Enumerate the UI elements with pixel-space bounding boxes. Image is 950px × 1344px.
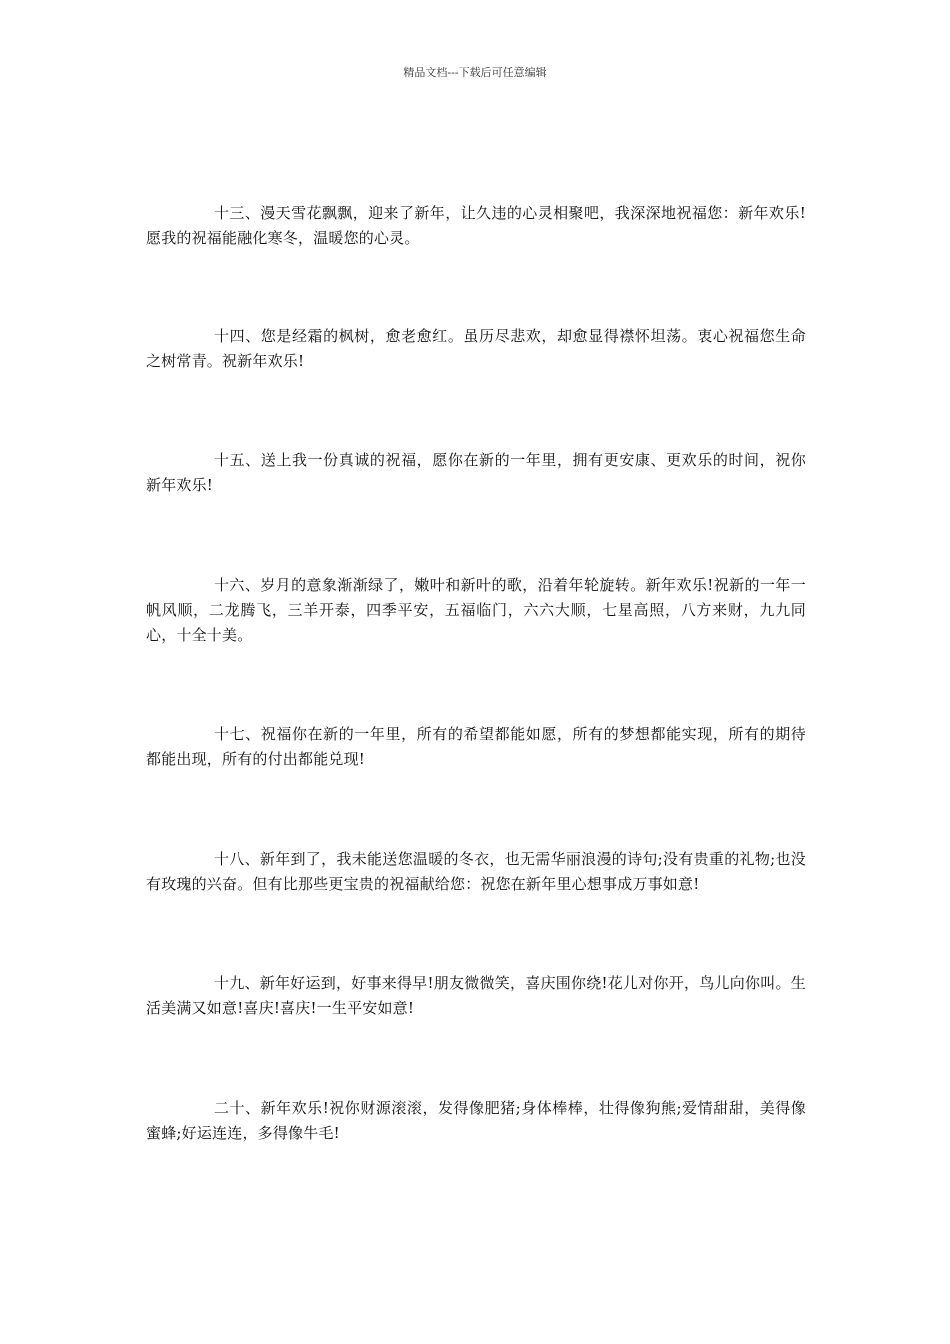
paragraph-14: 十四、您是经霜的枫树，愈老愈红。虽历尽悲欢，却愈显得襟怀坦荡。衷心祝福您生命之树常青。祝新年欢乐!: [146, 327, 806, 370]
page-header: 精品文档---下载后可任意编辑: [403, 66, 547, 79]
paragraph-20: 二十、新年欢乐!祝你财源滚滚，发得像肥猪;身体棒棒，壮得像狗熊;爱情甜甜，美得像蜜蜂;好运连连，多得像牛毛!: [146, 1099, 806, 1142]
paragraph-15: 十五、送上我一份真诚的祝福，愿你在新的一年里，拥有更安康、更欢乐的时间，祝你新年欢乐!: [146, 451, 806, 494]
paragraph-19: 十九、新年好运到，好事来得早!朋友微微笑，喜庆围你绕!花儿对你开，鸟儿向你叫。生活美满又如意!喜庆!喜庆!一生平安如意!: [146, 974, 806, 1017]
paragraph-18: 十八、新年到了，我未能送您温暖的冬衣，也无需华丽浪漫的诗句;没有贵重的礼物;也没有玫瑰的兴奋。但有比那些更宝贵的祝福献给您：祝您在新年里心想事成万事如意!: [146, 850, 806, 893]
paragraph-17: 十七、祝福你在新的一年里，所有的希望都能如愿，所有的梦想都能实现，所有的期待都能出现，所有的付出都能兑现!: [146, 725, 806, 768]
paragraph-13: 十三、漫天雪花飘飘，迎来了新年，让久违的心灵相聚吧，我深深地祝福您：新年欢乐!愿我的祝福能融化寒冬，温暖您的心灵。: [146, 204, 806, 247]
paragraph-16: 十六、岁月的意象渐渐绿了，嫩叶和新叶的歌，沿着年轮旋转。新年欢乐!祝新的一年一帆风顺，二龙腾飞，三羊开泰，四季平安，五福临门，六六大顺，七星高照，八方来财，九九同心，十全十美。: [146, 576, 806, 644]
